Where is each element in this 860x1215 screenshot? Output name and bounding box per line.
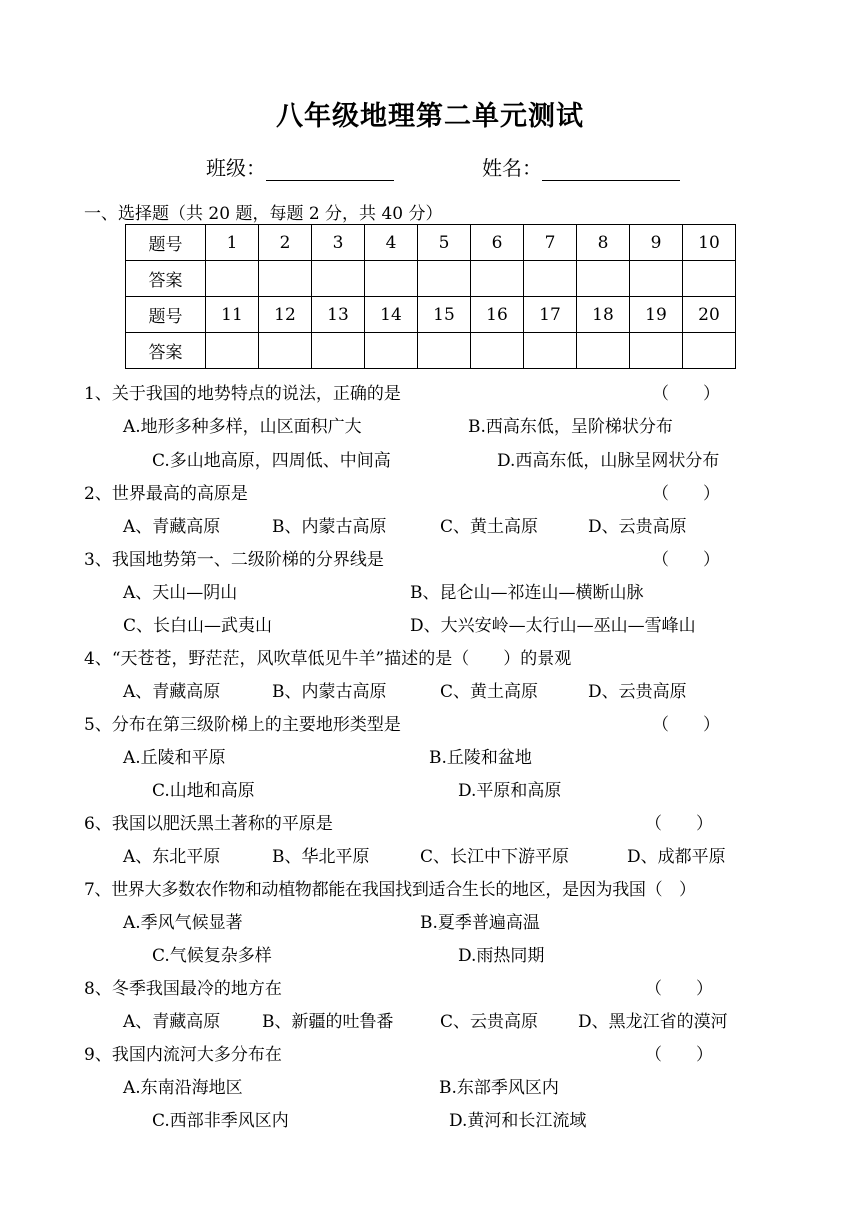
question-7-option-b: B.夏季普遍高温 [420, 913, 540, 933]
table-row-label: 答案 [126, 333, 206, 369]
question-8-option-a: A、青藏高原 [123, 1012, 221, 1032]
question-2-stem: 2、世界最高的高原是 [84, 484, 248, 504]
question-8-option-c: C、云贵高原 [440, 1012, 539, 1032]
question-8-option-b: B、新疆的吐鲁番 [262, 1012, 394, 1032]
answer-paren: （ ） [645, 814, 713, 834]
question-9-stem: 9、我国内流河大多分布在 [84, 1045, 282, 1065]
answer-cell[interactable] [312, 333, 365, 369]
question-3-option-a: A、天山—阴山 [123, 583, 238, 603]
table-row-label: 题号 [126, 225, 206, 261]
question-number-cell: 3 [312, 225, 365, 261]
class-label: 班级： [206, 156, 266, 180]
question-1-stem: 1、关于我国的地势特点的说法，正确的是 [84, 384, 401, 404]
question-2-option-d: D、云贵高原 [588, 517, 687, 537]
question-4-option-b: B、内蒙古高原 [272, 682, 387, 702]
question-3-option-c: C、长白山—武夷山 [123, 616, 273, 636]
answer-cell[interactable] [312, 261, 365, 297]
answer-cell[interactable] [471, 261, 524, 297]
question-number-cell: 5 [418, 225, 471, 261]
question-2-option-c: C、黄土高原 [440, 517, 539, 537]
answer-cell[interactable] [365, 333, 418, 369]
question-number-cell: 17 [524, 297, 577, 333]
question-4-option-c: C、黄土高原 [440, 682, 539, 702]
name-label: 姓名： [482, 156, 542, 180]
question-6-option-c: C、长江中下游平原 [420, 847, 570, 867]
answer-cell[interactable] [630, 333, 683, 369]
question-1-option-a: A.地形多种多样，山区面积广大 [123, 417, 362, 437]
table-row-label: 题号 [126, 297, 206, 333]
answer-cell[interactable] [683, 261, 736, 297]
answer-cell[interactable] [471, 333, 524, 369]
answer-cell[interactable] [206, 333, 259, 369]
answer-cell[interactable] [630, 261, 683, 297]
answer-cell[interactable] [365, 261, 418, 297]
answer-paren: （ ） [652, 384, 720, 404]
question-number-cell: 1 [206, 225, 259, 261]
question-number-cell: 16 [471, 297, 524, 333]
question-1-option-d: D.西高东低，山脉呈网状分布 [497, 451, 720, 471]
question-number-cell: 7 [524, 225, 577, 261]
page-title: 八年级地理第二单元测试 [276, 101, 584, 132]
question-6-option-a: A、东北平原 [123, 847, 221, 867]
question-8-option-d: D、黑龙江省的漠河 [578, 1012, 728, 1032]
question-6-option-b: B、华北平原 [272, 847, 370, 867]
answer-cell[interactable] [524, 333, 577, 369]
section-heading: 一、选择题（共 20 题，每题 2 分，共 40 分） [84, 204, 443, 224]
question-7-option-a: A.季风气候显著 [123, 913, 243, 933]
question-number-cell: 11 [206, 297, 259, 333]
question-4-option-a: A、青藏高原 [123, 682, 221, 702]
question-5-option-a: A.丘陵和平原 [123, 748, 226, 768]
question-1-option-b: B.西高东低，呈阶梯状分布 [468, 417, 673, 437]
answer-cell[interactable] [577, 261, 630, 297]
question-1-option-c: C.多山地高原，四周低、中间高 [152, 451, 391, 471]
question-9-option-d: D.黄河和长江流域 [449, 1111, 587, 1131]
question-5-stem: 5、分布在第三级阶梯上的主要地形类型是 [84, 715, 401, 735]
question-8-stem: 8、冬季我国最冷的地方在 [84, 979, 282, 999]
class-field [206, 152, 394, 181]
question-3-stem: 3、我国地势第一、二级阶梯的分界线是 [84, 550, 384, 570]
question-3-option-d: D、大兴安岭—太行山—巫山—雪峰山 [410, 616, 696, 636]
question-4-option-d: D、云贵高原 [588, 682, 687, 702]
answer-paren: （ ） [652, 484, 720, 504]
question-number-cell: 8 [577, 225, 630, 261]
question-5-option-d: D.平原和高原 [458, 781, 562, 801]
question-9-option-b: B.东部季风区内 [439, 1078, 559, 1098]
question-number-cell: 10 [683, 225, 736, 261]
question-5-option-c: C.山地和高原 [152, 781, 255, 801]
question-number-cell: 2 [259, 225, 312, 261]
question-number-cell: 13 [312, 297, 365, 333]
answer-cell[interactable] [259, 333, 312, 369]
question-number-cell: 19 [630, 297, 683, 333]
answer-cell[interactable] [206, 261, 259, 297]
question-3-option-b: B、昆仑山—祁连山—横断山脉 [410, 583, 644, 603]
question-7-option-c: C.气候复杂多样 [152, 946, 272, 966]
table-row [126, 297, 736, 333]
question-9-option-c: C.西部非季风区内 [152, 1111, 289, 1131]
question-5-option-b: B.丘陵和盆地 [429, 748, 532, 768]
question-number-cell: 9 [630, 225, 683, 261]
table-row [126, 225, 736, 261]
question-number-cell: 15 [418, 297, 471, 333]
question-2-option-b: B、内蒙古高原 [272, 517, 387, 537]
answer-paren: （ ） [645, 1045, 713, 1065]
answer-cell[interactable] [418, 333, 471, 369]
question-9-option-a: A.东南沿海地区 [123, 1078, 243, 1098]
question-7-option-d: D.雨热同期 [458, 946, 545, 966]
question-2-option-a: A、青藏高原 [123, 517, 221, 537]
name-field [482, 152, 680, 181]
answer-cell[interactable] [259, 261, 312, 297]
answer-paren: （ ） [645, 979, 713, 999]
question-number-cell: 20 [683, 297, 736, 333]
question-6-option-d: D、成都平原 [627, 847, 726, 867]
answer-cell[interactable] [418, 261, 471, 297]
table-row [126, 261, 736, 297]
name-blank[interactable] [542, 158, 680, 181]
question-number-cell: 6 [471, 225, 524, 261]
answer-cell[interactable] [524, 261, 577, 297]
answer-paren: （ ） [652, 550, 720, 570]
class-blank[interactable] [266, 158, 394, 181]
question-number-cell: 4 [365, 225, 418, 261]
question-4-stem: 4、“天苍苍，野茫茫，风吹草低见牛羊”描述的是（ ）的景观 [84, 649, 572, 669]
question-number-cell: 18 [577, 297, 630, 333]
table-row-label: 答案 [126, 261, 206, 297]
answer-cell[interactable] [577, 333, 630, 369]
table-row [126, 333, 736, 369]
question-7-stem: 7、世界大多数农作物和动植物都能在我国找到适合生长的地区，是因为我国（ ） [84, 880, 696, 900]
question-6-stem: 6、我国以肥沃黑土著称的平原是 [84, 814, 333, 834]
answer-cell[interactable] [683, 333, 736, 369]
answer-paren: （ ） [652, 715, 720, 735]
question-number-cell: 14 [365, 297, 418, 333]
question-number-cell: 12 [259, 297, 312, 333]
answer-table [125, 224, 736, 369]
